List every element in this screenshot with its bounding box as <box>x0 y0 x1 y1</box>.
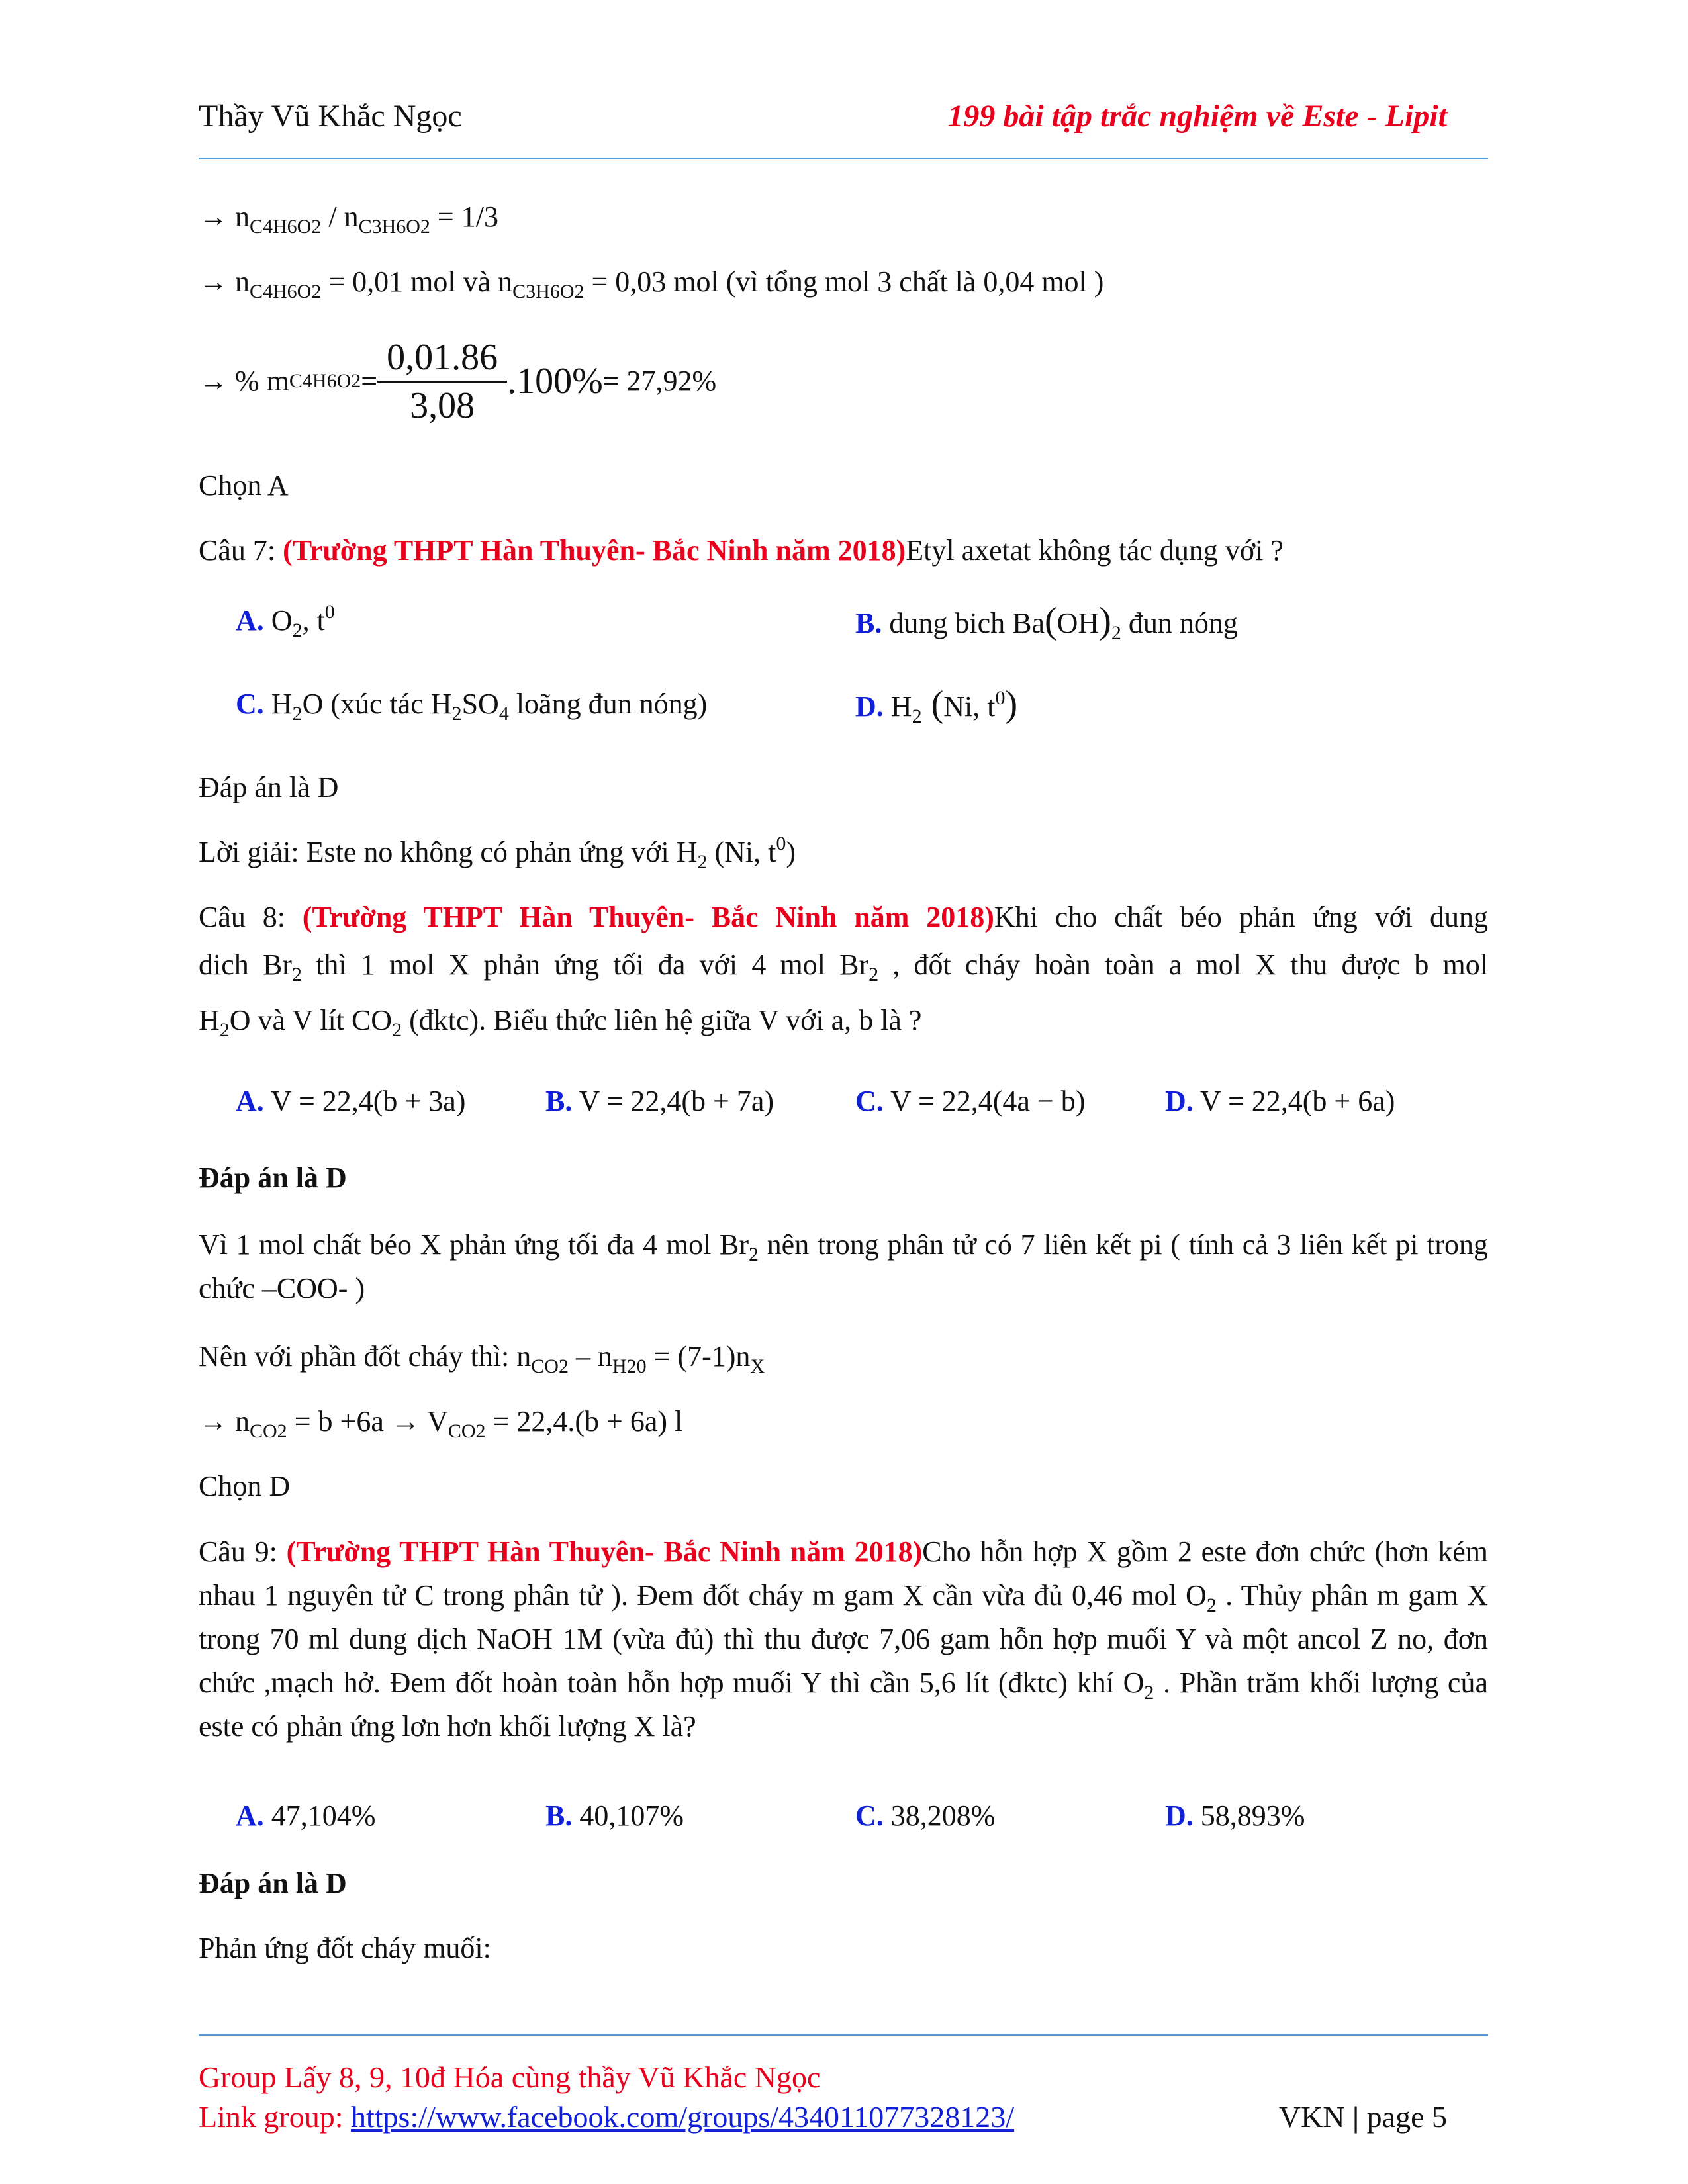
arrow-icon: → <box>199 201 228 233</box>
footer-group: Group Lấy 8, 9, 10đ Hóa cùng thầy Vũ Khắc Ngọc <box>199 2060 821 2094</box>
q9-answer: Đáp án là D <box>199 1867 347 1899</box>
choose-d: Chọn D <box>199 1470 291 1502</box>
group-link[interactable]: https://www.facebook.com/groups/434011077328123/ <box>350 2100 1015 2134</box>
q8-line-3: $H_2O$ và V lít $CO_2$ (đktc). Biểu thức liên hệ giữa V với a, b là ? <box>199 1004 922 1041</box>
question-source: (Trường THPT Hàn Thuyên- Bắc Ninh năm 2018) <box>286 1535 923 1568</box>
question-8: Câu 8: (Trường THPT Hàn Thuyên- Bắc Ninh năm 2018)Khi cho chất béo phản ứng với dung <box>199 901 1488 933</box>
choose-a: Chọn A <box>199 469 289 502</box>
fraction <box>377 334 507 429</box>
mol-line: → $n_{C4H6O2} = 0,01$ mol và $n_{C3H6O2} = 0,03$ mol (vì tổng mol 3 chất là 0,04 mol ) <box>199 265 1104 302</box>
footer-link-line: Link group: https://www.facebook.com/groups/434011077328123/ <box>199 2100 1015 2134</box>
page-number: VKN | page 5 <box>1278 2100 1447 2134</box>
question-9: Câu 9: (Trường THPT Hàn Thuyên- Bắc Ninh năm 2018)Cho hỗn hợp X gồm 2 este đơn chức (hơn kém nhau 1 nguyên tử C trong phân tử ). Đem đốt cháy m gam X cần vừa đủ 0,46 mol $O_2$ . Thủy phân m gam X trong 70 ml dung dịch NaOH 1M (vừa đủ) thì thu được 7,06 gam hỗn hợp muối Y và một ancol Z no, đơn chức ,mạch hở. Đem đốt hoàn toàn hỗn hợp muối Y thì cần 5,6 lít (đktc) khí $O_2$ . Phần trăm khối lượng của este có phản ứng lơn hơn khối lượng X là? <box>199 1535 1488 1743</box>
q7-option-b: B. dung bich $Ba(OH)_2$ đun nóng <box>855 600 1238 644</box>
q7-option-d: D. $H_2$ (Ni, $t^0$) <box>855 684 1018 727</box>
q7-option-c: C. $H_2O$ (xúc tác $H_2SO_4$ loãng đun nóng) <box>236 688 708 725</box>
percent-formula: → % m C4H6O2 = $\frac{0,01.86}{3,08}$ .100% = 27,92% <box>199 328 716 434</box>
fraction-denominator: 3,08 <box>410 385 475 426</box>
q8-option-b: B. V = 22,4(b + 7a) <box>545 1085 774 1117</box>
q8-result-line: → $n_{CO2} = b +6a \to V_{CO2} = 22,4.(b + 6a)$ l <box>199 1405 683 1442</box>
fraction-numerator: 0,01.86 <box>377 334 507 383</box>
q9-burn-salt: Phản ứng đốt cháy muối: <box>199 1932 491 1964</box>
arrow-icon: → <box>199 265 228 298</box>
ratio-line: → $n_{C4H6O2} / n_{C3H6O2} = 1/3$ <box>199 201 498 238</box>
q8-option-d: D. V = 22,4(b + 6a) <box>1165 1085 1395 1117</box>
question-7: Câu 7: (Trường THPT Hàn Thuyên- Bắc Ninh năm 2018)Etyl axetat không tác dụng với ? <box>199 534 1284 567</box>
q7-explanation: Lời giải: Este no không có phản ứng với $H_2$ (Ni, $t^0$) <box>199 833 796 873</box>
q9-option-d: D. 58,893% <box>1165 1799 1305 1832</box>
q7-option-a: A. $O_2$, $t^0$ <box>236 601 335 641</box>
q9-option-c: C. 38,208% <box>855 1799 996 1832</box>
q8-option-a: A. V = 22,4(b + 3a) <box>236 1085 466 1117</box>
q8-option-c: C. V = 22,4(4a − b) <box>855 1085 1086 1117</box>
q8-explanation: Vì 1 mol chất béo X phản ứng tối đa 4 mol $Br_2$ nên trong phân tử có 7 liên kết pi ( tính cả 3 liên kết pi trong chức –COO- ) <box>199 1228 1488 1304</box>
question-source: (Trường THPT Hàn Thuyên- Bắc Ninh năm 2018) <box>302 901 994 933</box>
arrow-icon: → <box>199 1405 228 1437</box>
arrow-icon: → <box>199 365 228 397</box>
question-source: (Trường THPT Hàn Thuyên- Bắc Ninh năm 2018) <box>283 534 906 567</box>
header-rule <box>199 158 1488 159</box>
arrow-icon: → <box>391 1405 420 1437</box>
q7-answer: Đáp án là D <box>199 771 339 803</box>
footer-rule <box>199 2034 1488 2036</box>
q9-option-a: A. 47,104% <box>236 1799 376 1832</box>
q8-answer: Đáp án là D <box>199 1161 347 1194</box>
q9-option-b: B. 40,107% <box>545 1799 684 1832</box>
header-author: Thầy Vũ Khắc Ngọc <box>199 99 462 134</box>
q8-burn-line: Nên với phần đốt cháy thì: $n_{CO2} - n_{H20} = (7-1)n_X$ <box>199 1340 765 1377</box>
header-title: 199 bài tập trắc nghiệm về Este - Lipit <box>947 99 1447 134</box>
q8-line-2: dich $Br_2$ thì 1 mol X phản ứng tối đa với 4 mol $Br_2$ , đốt cháy hoàn toàn a mol X thu được b mol <box>199 948 1488 985</box>
